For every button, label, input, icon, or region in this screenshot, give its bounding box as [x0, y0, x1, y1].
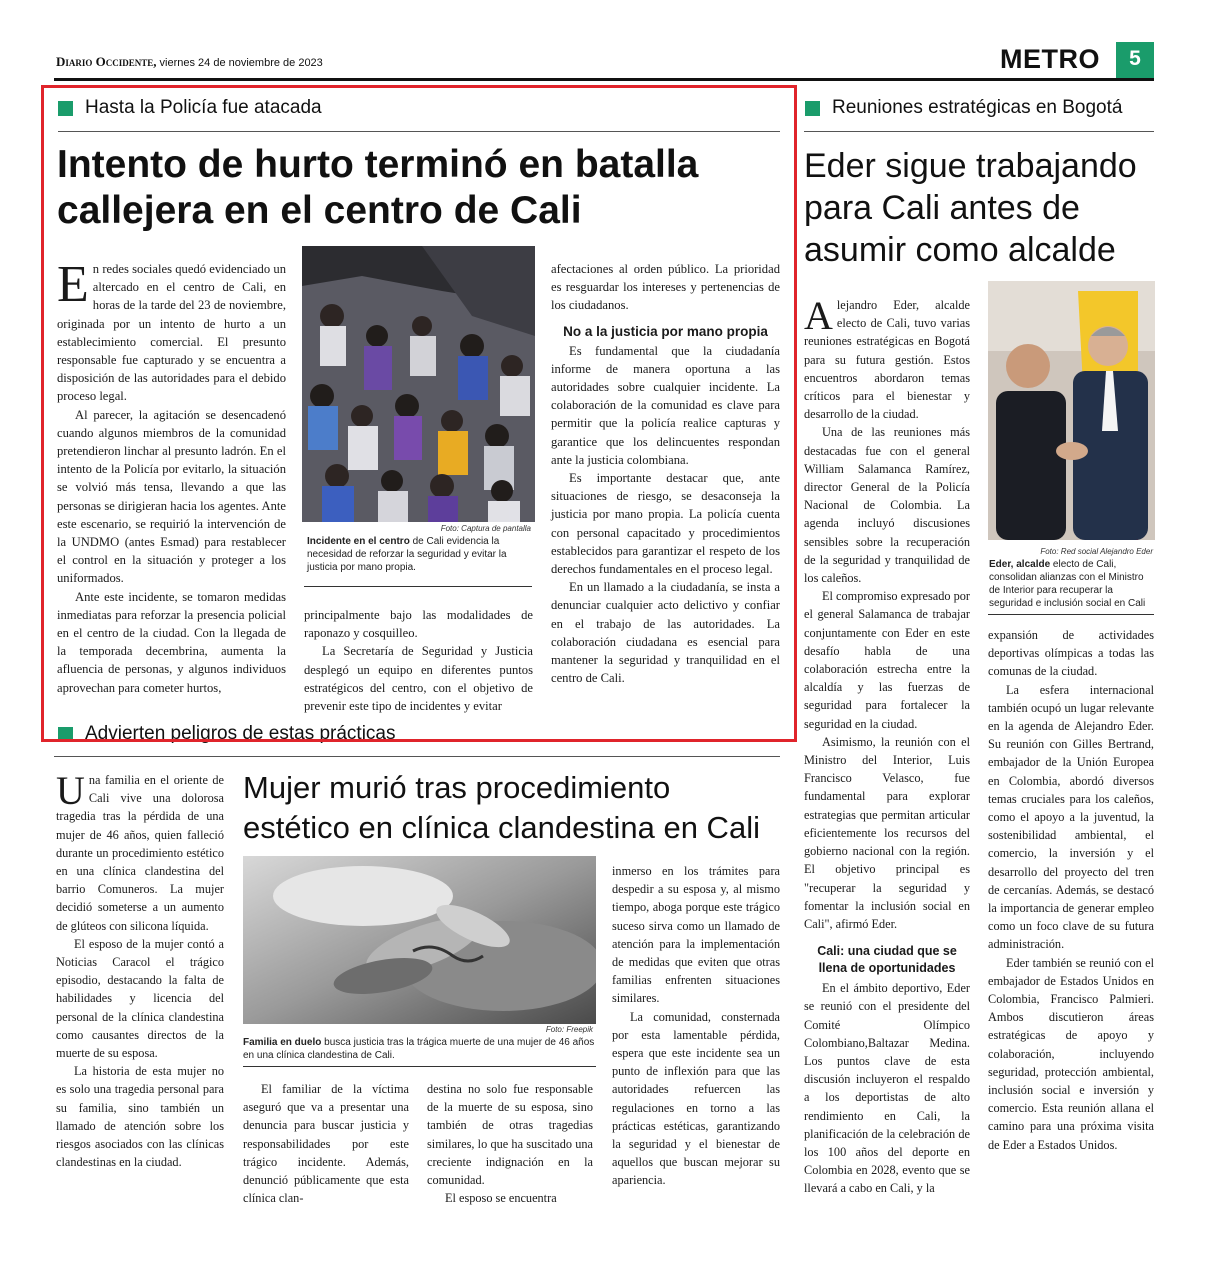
- bottom-paragraph: na familia en el oriente de Cali vive una dolorosa tragedia tras la pérdida de una mujer de 46 años, quien falleció durante un procedimiento estético en una clínica clandestina del barrio Comuneros. La mujer decidió someterse a un aumento de glúteos con silicona líquida.: [56, 773, 224, 933]
- main-caption-lead: Incidente en el centro: [307, 536, 410, 547]
- main-caption-rule: [304, 586, 532, 587]
- main-paragraph: La Secretaría de Seguridad y Justicia desplegó un equipo en diferentes puntos estratégicos del centro, con el objetivo de prevenir este tipo de incidentes y evitar: [304, 644, 533, 714]
- bottom-paragraph: El esposo se encuentra: [445, 1191, 557, 1206]
- issue-date: viernes 24 de noviembre de 2023: [159, 57, 323, 69]
- right-photo-caption: [989, 558, 1155, 610]
- right-photo-credit: Foto: Red social Alejandro Eder: [1040, 547, 1153, 556]
- main-photo-credit: Foto: Captura de pantalla: [440, 524, 531, 533]
- kicker-square-icon: [58, 727, 73, 742]
- right-kicker: [805, 97, 1122, 119]
- bottom-paragraph: El esposo de la mujer contó a Noticias Caracol el trágico episodio, destacando la falta de habilidades y licencia del personal de la clínica clandestina como causantes directos de la muerte de su esposa.: [56, 936, 224, 1061]
- right-paragraph: Asimismo, la reunión con el Ministro del Interior, Luis Francisco Velasco, fue fundamental para explorar estrategias que permitan articular eficientemente los recursos del gobierno nacional con la región. El objetivo principal es "recuperar la seguridad y fomentar la inclusión social en Cali", afirmó Eder.: [804, 734, 970, 931]
- header-rule: [54, 78, 1154, 81]
- main-paragraph: Es fundamental que la ciudadanía informe de manera oportuna a las autoridades sobre cualquier incidente. La colaboración de la comunidad es clave para permitir que la policía realice capturas y garantice que los delincuentes respondan ante la justicia colombiana.: [551, 343, 780, 467]
- bottom-headline: Mujer murió tras procedimiento estético en clínica clandestina en Cali: [243, 770, 760, 845]
- main-column-3: [551, 260, 780, 687]
- main-kicker-text: Hasta la Policía fue atacada: [85, 97, 322, 118]
- main-paragraph: En un llamado a la ciudadanía, se insta a denunciar cualquier acto delictivo y confiar en el trabajo de las autoridades. La colaboración ciudadana es esencial para mantener la seguridad y tranquilidad en el centro de Cali.: [551, 580, 780, 686]
- bottom-caption-lead: Familia en duelo: [243, 1037, 322, 1048]
- bottom-paragraph: inmerso en los trámites para despedir a su esposa y, al mismo tiempo, aboga porque este trágico suceso sirva como un llamado de atención para la implementación de medidas que eviten que otras familias enfrenten situaciones similares.: [612, 864, 780, 1006]
- bottom-paragraph: destina no solo fue responsable de la muerte de su esposa, sino también de otras tragedias similares, lo que ha suscitado una creciente indignación en la comunidad.: [427, 1082, 593, 1188]
- eder-photo-image: [988, 281, 1155, 540]
- right-paragraph: Eder también se reunió con el embajador de Estados Unidos en Colombia, Francisco Palmieri. Ambos discutieron áreas estratégicas de apoyo y colaboración, incluyendo seguridad, protección ambiental, inclusión social e inversión y comercio. Esta reunión allana el camino para una próxima visita de Eder a Estados Unidos.: [988, 955, 1154, 1152]
- main-paragraph: Al parecer, la agitación se desencadenó cuando algunos miembros de la comunidad pretendieron linchar al presunto ladrón. En el intento de la Policía por evitarlo, la situación se volvió más tensa, llevando a que las personas se dirigieran hacia los agentes. Ante este escenario, se requirió la intervención de la UNDMO (antes Esmad) para restablecer el control en la situación y proteger a los uniformados.: [57, 407, 286, 586]
- bottom-column-4: [612, 862, 780, 1190]
- crowd-photo-image: [302, 246, 535, 522]
- right-paragraph: expansión de actividades deportivas olímpicas a todas las comunas de la ciudad.: [988, 628, 1154, 679]
- crowd-photo: [302, 246, 535, 522]
- main-caption-text: de Cali evidencia la necesidad de reforzar la seguridad y evitar la justicia por mano propia.: [307, 536, 507, 573]
- right-paragraph: En el ámbito deportivo, Eder se reunió con el presidente del Comité Olímpico Colombiano,Baltazar Medina. Los puntos clave de esta discusión incluyeron el respaldo a los deportistas de alto rendimiento en Cali, la planificación de la celebración de los 100 años del deporte en Colombia en 2028, evento que se llevará a cabo en Cali, y la: [804, 981, 970, 1196]
- page-number: 5: [1129, 47, 1141, 70]
- main-subhead: No a la justicia por mano propia: [563, 323, 768, 339]
- bottom-paragraph: La comunidad, consternada por esta lamentable pérdida, espera que este incidente sea un punto de inflexión para que las autoridades refuercen las regulaciones en torno a las prácticas estéticas, garantizando la seguridad y el bienestar de aquellos que buscan mejorar su apariencia.: [612, 1009, 780, 1188]
- right-paragraph: lejandro Eder, alcalde electo de Cali, tuvo varias reuniones estratégicas en Bogotá para su futura gestión. Estos encuentros abordaron temas críticos para el bienestar y desarrollo de la ciudad.: [804, 298, 970, 422]
- main-dropcap: E: [57, 256, 89, 313]
- right-paragraph: La esfera internacional también ocupó un lugar relevante en la agenda de Alejandro Eder. Su reunión con Gilles Bertrand, embajador de la Unión Europea en Colombia, abordó diversos temas cruciales para los caleños, como el apoyo a la juventud, la sostenibilidad ambiental, el comercio, la inversión y el desarrollo del proyecto del tren de cercanías. Además, se destacó la importancia de generar empleo como un foco clave de su futura administración.: [988, 682, 1154, 952]
- kicker-square-icon: [805, 101, 820, 116]
- main-paragraph: n redes sociales quedó evidenciado un altercado en el centro de Cali, en horas de la tarde del 23 de noviembre, originada por un intento de hurto a un establecimiento comercial. El presunto responsable fue capturado y se encuentra a disposición de las autoridades para el debido proceso legal.: [57, 262, 286, 404]
- main-paragraph: afectaciones al orden público. La prioridad es resguardar los intereses y pertenencias de los ciudadanos.: [551, 262, 780, 313]
- bottom-kicker-text: Advierten peligros de estas prácticas: [85, 723, 396, 744]
- right-paragraph: El compromiso expresado por el general Salamanca de trabajar conjuntamente con Eder en este desafío habla de una colaboración estrecha entre la alcaldía y las fuerzas de seguridad para fortalecer la seguridad en la ciudad.: [804, 589, 970, 731]
- bottom-column-3: [427, 1080, 593, 1207]
- bottom-caption-text: busca justicia tras la trágica muerte de una mujer de 46 años en una clínica clandestina de Cali.: [243, 1037, 595, 1061]
- bottom-kicker: [58, 723, 396, 745]
- main-photo-caption: [307, 535, 535, 574]
- main-column-2: [304, 606, 533, 715]
- right-headline: Eder sigue trabajando para Cali antes de asumir como alcalde: [804, 147, 1137, 269]
- surgery-photo-image: [243, 856, 596, 1024]
- bottom-column-2: [243, 1080, 409, 1207]
- masthead-line: [56, 54, 323, 70]
- right-subhead: Cali: una ciudad que se llena de oportunidades: [817, 944, 957, 976]
- kicker-square-icon: [58, 101, 73, 116]
- right-column-1: [804, 293, 970, 1198]
- surgery-photo: [243, 856, 596, 1024]
- main-column-1: [57, 256, 286, 697]
- bottom-photo-caption: [243, 1036, 598, 1062]
- main-paragraph: Ante este incidente, se tomaron medidas inmediatas para reforzar la presencia policial en el centro de la ciudad. Con la llegada de la temporada decembrina, aumenta la afluencia de personas, y algunos individuos aprovechan para cometer hurtos,: [57, 589, 286, 695]
- page-number-badge: [1116, 42, 1154, 78]
- right-dropcap: A: [804, 293, 833, 338]
- eder-photo: [988, 281, 1155, 540]
- section-title: METRO: [1000, 44, 1100, 74]
- bottom-dropcap: U: [56, 768, 85, 813]
- right-caption-lead: Eder, alcalde: [989, 559, 1051, 570]
- bottom-kicker-rule: [54, 756, 780, 757]
- right-caption-text: electo de Cali, consolidan alianzas con el Ministro de Interior para recuperar la seguridad e inclusión social en Cali: [989, 559, 1146, 609]
- bottom-column-1: [56, 768, 224, 1171]
- bottom-paragraph: El familiar de la víctima aseguró que va a presentar una denuncia para buscar justicia y responsabilidades por este trágico incidente. Además, denunció públicamente que esta clínica clan-: [243, 1082, 409, 1206]
- right-column-2: [988, 626, 1154, 1154]
- main-kicker-rule: [58, 131, 780, 132]
- main-kicker: [58, 97, 322, 119]
- bottom-photo-credit: Foto: Freepik: [545, 1025, 593, 1034]
- right-caption-rule: [988, 614, 1154, 615]
- right-paragraph: Una de las reuniones más destacadas fue con el general William Salamanca Ramírez, director General de la Policía Nacional de Colombia. La agenda incluyó discusiones sensibles sobre la recuperación de la seguridad y tranquilidad de los caleños.: [804, 425, 970, 586]
- main-paragraph: principalmente bajo las modalidades de raponazo y cosquilleo.: [304, 608, 533, 641]
- bottom-caption-rule: [243, 1066, 596, 1067]
- main-headline: Intento de hurto terminó en batalla callejera en el centro de Cali: [57, 143, 699, 232]
- paper-name: Diario Occidente,: [56, 54, 157, 69]
- right-kicker-rule: [804, 131, 1154, 132]
- bottom-paragraph: La historia de esta mujer no es solo una tragedia personal para su familia, sino también un llamado de atención sobre los riesgos asociados con las clínicas clandestinas en la ciudad.: [56, 1064, 224, 1170]
- right-kicker-text: Reuniones estratégicas en Bogotá: [832, 97, 1123, 118]
- main-paragraph: Es importante destacar que, ante situaciones de riesgo, se desaconseja la justicia por mano propia. La policía cuenta con personal capacitado y procedimientos establecidos para garantizar el respeto de los derechos fundamentales en el proceso legal.: [551, 471, 780, 577]
